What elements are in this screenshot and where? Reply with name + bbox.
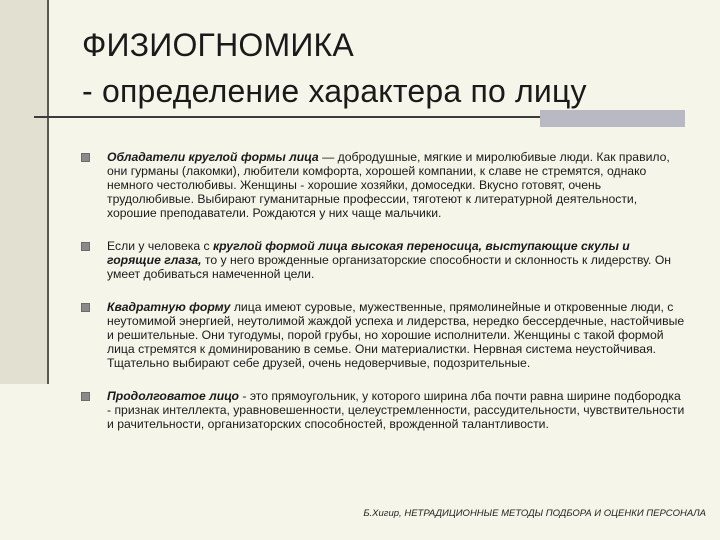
bullet-item-oblong-face [76,389,686,431]
title-line-1: ФИЗИОГНОМИКА [82,27,354,63]
bullet-item-round-face-leader [76,239,686,281]
title-divider-accent [540,110,685,127]
title-line-2: - определение характера по лицу [82,73,587,109]
square-bullet-icon [81,392,90,401]
bullet-list [76,150,686,431]
bullet-item-round-face [76,150,686,220]
bullet-item-square-face [76,300,686,370]
source-footnote: Б.Хигир, НЕТРАДИЦИОННЫЕ МЕТОДЫ ПОДБОРА И ОЦЕНКИ ПЕРСОНАЛА [363,508,706,519]
emphasis-text: круглой формой лица высокая переносица, выступающие скулы и горящие глаза, [107,239,630,267]
body-text: Если у человека с [107,239,213,253]
slide-title [82,22,587,114]
emphasis-text: Продолговатое лицо [107,389,240,403]
bullet-text [107,150,686,220]
emphasis-text: Квадратную форму [107,300,231,314]
body-text: — добродушные, мягкие и миролюбивые люди. Как правило, они гурманы (лакомки), любители комфорта, хорошей компании, к славе не стремятся, однако немного честолюбивы. Женщины - хорошие хозяйки, домоседки. Вкусно готовят, очень трудолюбивые. Выбирают гуманитарные профессии, тяготеют к литературной деятельности, хорошие преподаватели. Рождаются у них чаще мальчики. [107,150,670,220]
square-bullet-icon [81,242,90,251]
body-text: - это прямоугольник, у которого ширина лба почти равна ширине подбородка - признак интеллекта, уравновешенности, целеустремленности, рассудительности, чувствительности и рачительности, организаторских способностей, врожденной талантливости. [107,389,685,431]
bullet-text [107,239,686,281]
bullet-text [107,389,686,431]
emphasis-text: Обладатели круглой формы лица [107,150,319,164]
body-text: лица имеют суровые, мужественные, прямолинейные и откровенные люди, с неутомимой энергией, неутолимой жаждой успеха и лидерства, нередко бессердечные, настойчивые и решительные. Они тугодумы, порой грубы, но хорошие исполнители. Женщины с такой формой лица стремятся к доминированию в семье. Они материалистки. Нервная система неустойчивая. Тщательно выбирают себе друзей, очень недоверчивые, подозрительные. [107,300,685,370]
left-decor-panel [0,0,47,384]
bullet-text [107,300,686,370]
square-bullet-icon [81,153,90,162]
left-decor-line [47,0,49,384]
square-bullet-icon [81,303,90,312]
body-text: то у него врожденные организаторские способности и склонность к лидерству. Он умеет добиваться намеченной цели. [107,253,672,281]
